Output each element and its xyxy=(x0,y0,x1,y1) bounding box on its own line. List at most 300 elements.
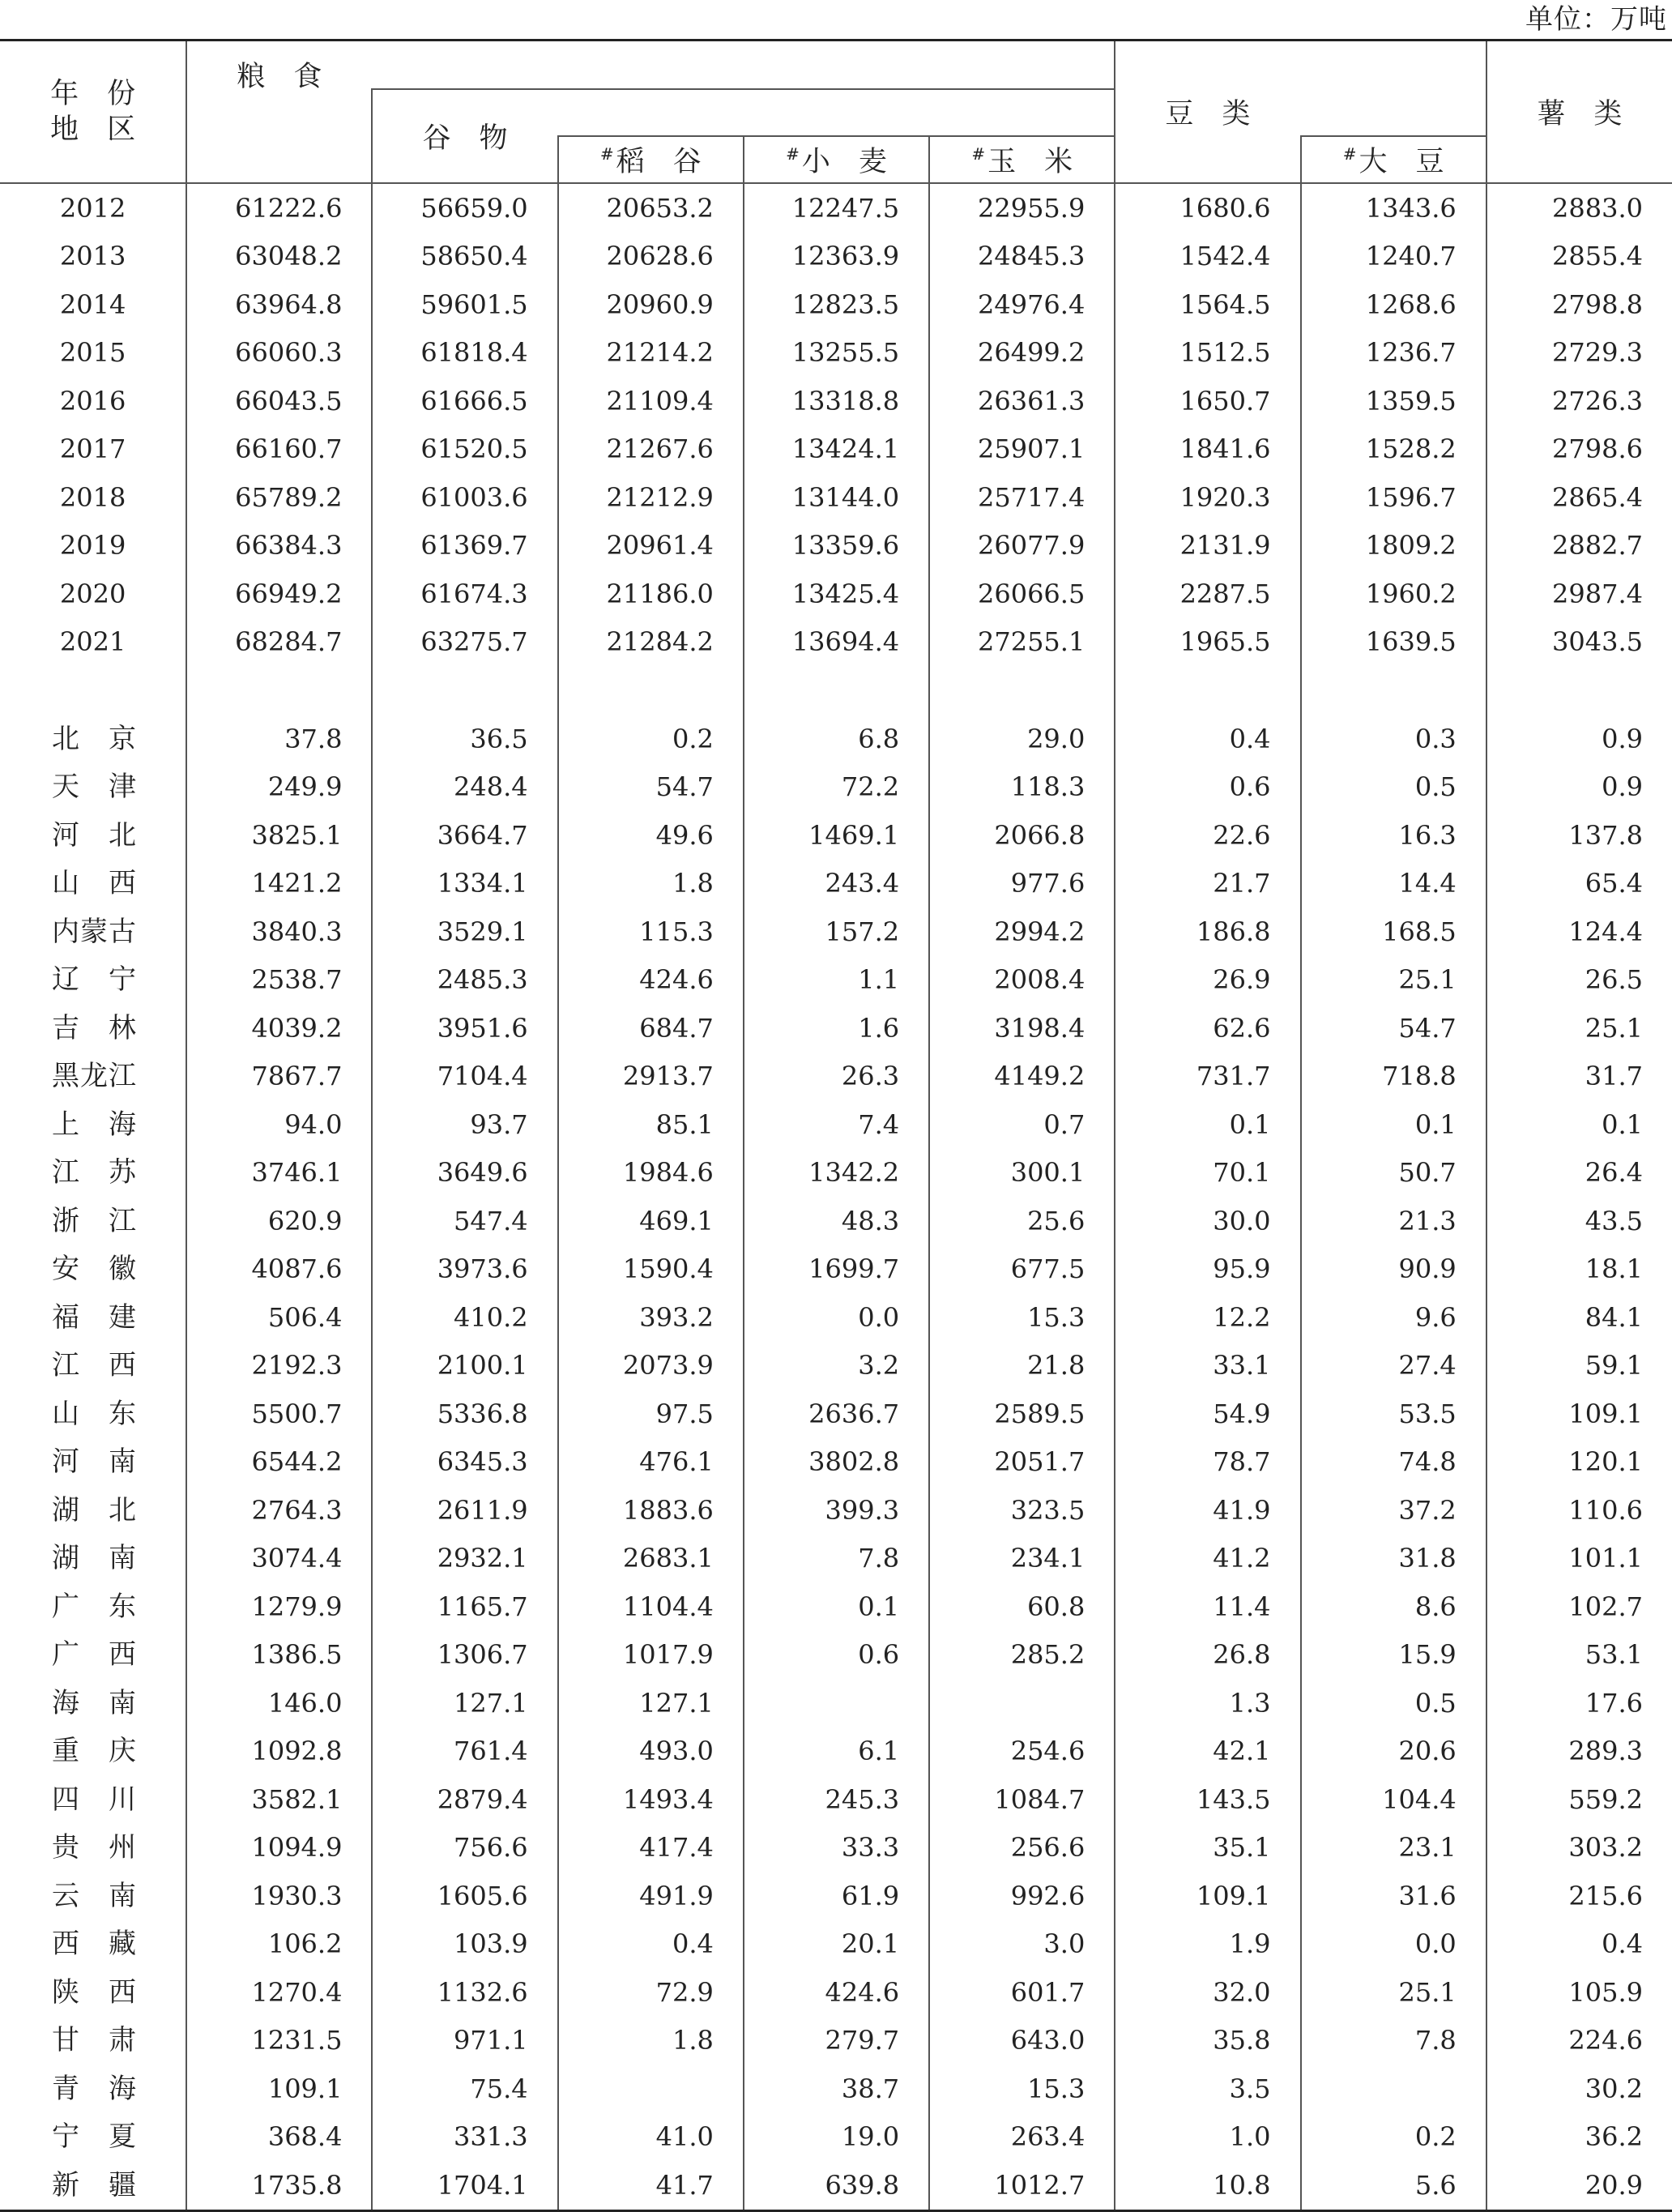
cell-cereal: 58650.4 xyxy=(372,233,557,281)
cell-wheat: 424.6 xyxy=(744,1968,929,2017)
region-name: 陕西 xyxy=(52,1975,136,2009)
region-label xyxy=(0,2065,186,2113)
cell-rice: 21214.2 xyxy=(558,329,744,378)
region-label xyxy=(0,1390,186,1438)
region-name: 湖北 xyxy=(52,1493,136,1527)
cell-soybean: 37.2 xyxy=(1301,1486,1486,1535)
cell-grain: 146.0 xyxy=(186,1679,372,1727)
cell-cereal: 6345.3 xyxy=(372,1438,557,1487)
year-value: 2019 xyxy=(59,530,126,562)
year-row xyxy=(0,280,1672,329)
cell-corn: 2994.2 xyxy=(929,907,1115,956)
region-name: 河南 xyxy=(52,1445,136,1479)
cell-rice: 1493.4 xyxy=(558,1775,744,1824)
cell-cereal: 1132.6 xyxy=(372,1968,557,2017)
cell-tubers: 2798.6 xyxy=(1486,425,1672,474)
cell-soybean: 90.9 xyxy=(1301,1245,1486,1294)
header-wheat xyxy=(744,136,929,183)
region-row xyxy=(0,1631,1672,1680)
cell-beans: 0.1 xyxy=(1115,1100,1300,1149)
cell-rice: 127.1 xyxy=(558,1679,744,1727)
region-row xyxy=(0,1245,1672,1294)
cell-beans: 32.0 xyxy=(1115,1968,1300,2017)
region-label xyxy=(0,2113,186,2162)
region-name: 云南 xyxy=(52,1879,136,1912)
cell-soybean: 718.8 xyxy=(1301,1053,1486,1101)
cell-cereal: 56659.0 xyxy=(372,183,557,233)
cell-corn: 25907.1 xyxy=(929,425,1115,474)
cell-rice: 2683.1 xyxy=(558,1535,744,1583)
cell-rice: 97.5 xyxy=(558,1390,744,1438)
cell-soybean: 0.5 xyxy=(1301,1679,1486,1727)
cell-beans: 2131.9 xyxy=(1115,522,1300,570)
cell-soybean: 25.1 xyxy=(1301,1968,1486,2017)
cell-beans: 62.6 xyxy=(1115,1004,1300,1053)
cell-wheat: 157.2 xyxy=(744,907,929,956)
cell-beans: 143.5 xyxy=(1115,1775,1300,1824)
year-row xyxy=(0,183,1672,233)
cell-soybean: 0.0 xyxy=(1301,1920,1486,1969)
year-value: 2018 xyxy=(59,481,126,513)
cell-rice: 1590.4 xyxy=(558,1245,744,1294)
cell-tubers: 2729.3 xyxy=(1486,329,1672,378)
cell-beans: 3.5 xyxy=(1115,2065,1300,2113)
cell-soybean: 7.8 xyxy=(1301,2017,1486,2065)
cell-rice: 115.3 xyxy=(558,907,744,956)
region-name: 海南 xyxy=(52,1686,136,1719)
cell-cereal: 61369.7 xyxy=(372,522,557,570)
cell-beans: 1.3 xyxy=(1115,1679,1300,1727)
region-label xyxy=(0,1197,186,1245)
year-label xyxy=(0,425,186,474)
region-row xyxy=(0,715,1672,763)
rice-sub-marker: # xyxy=(599,144,614,164)
cell-tubers: 26.4 xyxy=(1486,1149,1672,1198)
cell-beans: 12.2 xyxy=(1115,1293,1300,1342)
cell-wheat: 12823.5 xyxy=(744,280,929,329)
cell-grain: 63964.8 xyxy=(186,280,372,329)
cell-soybean: 16.3 xyxy=(1301,811,1486,860)
cell-corn: 15.3 xyxy=(929,1293,1115,1342)
grain-output-table xyxy=(0,39,1672,2212)
cell-soybean: 1639.5 xyxy=(1301,618,1486,667)
cell-grain: 65789.2 xyxy=(186,473,372,522)
cell-corn: 3198.4 xyxy=(929,1004,1115,1053)
cell-wheat: 13694.4 xyxy=(744,618,929,667)
cell-tubers: 120.1 xyxy=(1486,1438,1672,1487)
cell-corn: 1012.7 xyxy=(929,2161,1115,2210)
year-row xyxy=(0,329,1672,378)
region-name: 新疆 xyxy=(52,2168,136,2201)
cell-grain: 2764.3 xyxy=(186,1486,372,1535)
region-row xyxy=(0,1293,1672,1342)
cell-cereal: 1306.7 xyxy=(372,1631,557,1680)
region-name: 内蒙古 xyxy=(52,915,136,948)
cell-tubers: 3043.5 xyxy=(1486,618,1672,667)
cell-corn: 300.1 xyxy=(929,1149,1115,1198)
region-name: 河北 xyxy=(52,818,136,852)
year-row xyxy=(0,522,1672,570)
cell-soybean: 1596.7 xyxy=(1301,473,1486,522)
header-row-label xyxy=(0,41,186,184)
cell-wheat: 399.3 xyxy=(744,1486,929,1535)
cell-grain: 66949.2 xyxy=(186,570,372,618)
cell-rice: 41.0 xyxy=(558,2113,744,2162)
cell-wheat: 13359.6 xyxy=(744,522,929,570)
region-name: 重庆 xyxy=(52,1735,136,1768)
cell-grain: 2192.3 xyxy=(186,1342,372,1390)
cell-beans: 26.8 xyxy=(1115,1631,1300,1680)
cell-wheat: 7.4 xyxy=(744,1100,929,1149)
header-soybean xyxy=(1301,136,1486,183)
cell-beans: 2287.5 xyxy=(1115,570,1300,618)
region-row xyxy=(0,956,1672,1005)
cell-beans: 95.9 xyxy=(1115,1245,1300,1294)
cell-rice: 0.2 xyxy=(558,715,744,763)
cell-soybean: 0.5 xyxy=(1301,763,1486,812)
cell-corn: 234.1 xyxy=(929,1535,1115,1583)
region-name: 青海 xyxy=(52,2072,136,2105)
cell-corn: 254.6 xyxy=(929,1727,1115,1776)
cell-beans: 1650.7 xyxy=(1115,377,1300,425)
region-label xyxy=(0,1486,186,1535)
cell-grain: 1279.9 xyxy=(186,1582,372,1631)
cell-corn: 26361.3 xyxy=(929,377,1115,425)
cell-grain: 1094.9 xyxy=(186,1824,372,1873)
cell-grain: 66160.7 xyxy=(186,425,372,474)
cell-grain: 6544.2 xyxy=(186,1438,372,1487)
region-label xyxy=(0,907,186,956)
cell-grain: 368.4 xyxy=(186,2113,372,2162)
cell-corn: 3.0 xyxy=(929,1920,1115,1969)
cell-cereal: 248.4 xyxy=(372,763,557,812)
cell-tubers: 102.7 xyxy=(1486,1582,1672,1631)
year-label xyxy=(0,618,186,667)
region-row xyxy=(0,1486,1672,1535)
region-label xyxy=(0,1631,186,1680)
gap-cell xyxy=(1301,666,1486,715)
cell-soybean: 25.1 xyxy=(1301,956,1486,1005)
region-row xyxy=(0,2113,1672,2162)
year-label xyxy=(0,570,186,618)
cell-soybean: 54.7 xyxy=(1301,1004,1486,1053)
region-row xyxy=(0,1053,1672,1101)
cell-corn: 256.6 xyxy=(929,1824,1115,1873)
cell-wheat: 279.7 xyxy=(744,2017,929,2065)
cell-wheat: 2636.7 xyxy=(744,1390,929,1438)
cell-tubers: 2883.0 xyxy=(1486,183,1672,233)
region-label xyxy=(0,1293,186,1342)
region-label xyxy=(0,1004,186,1053)
cell-cereal: 93.7 xyxy=(372,1100,557,1149)
header-rice xyxy=(558,136,744,183)
cell-beans: 21.7 xyxy=(1115,860,1300,908)
header-rice-label: 稻 谷 xyxy=(616,146,702,178)
cell-corn: 285.2 xyxy=(929,1631,1115,1680)
cell-soybean: 31.8 xyxy=(1301,1535,1486,1583)
cell-rice: 21267.6 xyxy=(558,425,744,474)
cell-soybean: 27.4 xyxy=(1301,1342,1486,1390)
region-name: 西藏 xyxy=(52,1928,136,1961)
region-row xyxy=(0,1727,1672,1776)
cell-corn: 118.3 xyxy=(929,763,1115,812)
header-beans: 豆 类 xyxy=(1115,41,1300,184)
cell-rice: 20961.4 xyxy=(558,522,744,570)
cell-wheat: 13255.5 xyxy=(744,329,929,378)
cell-wheat: 1469.1 xyxy=(744,811,929,860)
cell-corn: 27255.1 xyxy=(929,618,1115,667)
cell-grain: 63048.2 xyxy=(186,233,372,281)
cell-tubers: 0.9 xyxy=(1486,763,1672,812)
region-name: 甘肃 xyxy=(52,2024,136,2057)
region-label xyxy=(0,2161,186,2210)
header-beans-spacer xyxy=(1301,41,1486,90)
cell-tubers: 2855.4 xyxy=(1486,233,1672,281)
cell-soybean: 1359.5 xyxy=(1301,377,1486,425)
region-row xyxy=(0,1968,1672,2017)
cell-grain: 3840.3 xyxy=(186,907,372,956)
cell-corn: 29.0 xyxy=(929,715,1115,763)
cell-rice: 85.1 xyxy=(558,1100,744,1149)
cell-rice: 21212.9 xyxy=(558,473,744,522)
year-value: 2014 xyxy=(59,288,126,320)
cell-soybean: 5.6 xyxy=(1301,2161,1486,2210)
region-label xyxy=(0,1872,186,1920)
cell-tubers: 124.4 xyxy=(1486,907,1672,956)
cell-wheat: 243.4 xyxy=(744,860,929,908)
cell-tubers: 2726.3 xyxy=(1486,377,1672,425)
cell-rice: 49.6 xyxy=(558,811,744,860)
region-label xyxy=(0,811,186,860)
cell-beans: 30.0 xyxy=(1115,1197,1300,1245)
cell-corn: 4149.2 xyxy=(929,1053,1115,1101)
header-wheat-label: 小 麦 xyxy=(801,146,887,178)
region-label xyxy=(0,1149,186,1198)
cell-soybean: 1268.6 xyxy=(1301,280,1486,329)
cell-tubers: 84.1 xyxy=(1486,1293,1672,1342)
cell-rice: 424.6 xyxy=(558,956,744,1005)
cell-grain: 1386.5 xyxy=(186,1631,372,1680)
gap-cell xyxy=(558,666,744,715)
corn-sub-marker: # xyxy=(971,144,986,164)
gap-cell xyxy=(0,666,186,715)
header-grain: 粮 食 xyxy=(186,41,372,184)
region-row xyxy=(0,1775,1672,1824)
cell-soybean: 1236.7 xyxy=(1301,329,1486,378)
cell-rice: 21186.0 xyxy=(558,570,744,618)
year-value: 2017 xyxy=(59,433,126,465)
region-label xyxy=(0,1968,186,2017)
cell-rice: 1883.6 xyxy=(558,1486,744,1535)
cell-wheat: 3802.8 xyxy=(744,1438,929,1487)
year-row xyxy=(0,570,1672,618)
region-label xyxy=(0,1342,186,1390)
cell-tubers: 43.5 xyxy=(1486,1197,1672,1245)
cell-tubers: 0.1 xyxy=(1486,1100,1672,1149)
cell-tubers: 101.1 xyxy=(1486,1535,1672,1583)
cell-cereal: 61003.6 xyxy=(372,473,557,522)
cell-corn: 1084.7 xyxy=(929,1775,1115,1824)
cell-soybean: 74.8 xyxy=(1301,1438,1486,1487)
cell-rice: 684.7 xyxy=(558,1004,744,1053)
region-row xyxy=(0,1824,1672,1873)
cell-wheat: 1699.7 xyxy=(744,1245,929,1294)
year-row xyxy=(0,233,1672,281)
region-name: 上海 xyxy=(52,1108,136,1141)
cell-soybean: 20.6 xyxy=(1301,1727,1486,1776)
cell-cereal: 59601.5 xyxy=(372,280,557,329)
cell-rice: 1104.4 xyxy=(558,1582,744,1631)
cell-corn: 263.4 xyxy=(929,2113,1115,2162)
region-label xyxy=(0,763,186,812)
cell-corn: 2008.4 xyxy=(929,956,1115,1005)
gap-cell xyxy=(744,666,929,715)
cell-rice: 393.2 xyxy=(558,1293,744,1342)
cell-cereal: 61666.5 xyxy=(372,377,557,425)
region-row xyxy=(0,763,1672,812)
region-row xyxy=(0,1342,1672,1390)
gap-cell xyxy=(372,666,557,715)
cell-beans: 1512.5 xyxy=(1115,329,1300,378)
cell-cereal: 75.4 xyxy=(372,2065,557,2113)
cell-corn: 25717.4 xyxy=(929,473,1115,522)
cell-cereal: 36.5 xyxy=(372,715,557,763)
cell-soybean: 21.3 xyxy=(1301,1197,1486,1245)
cell-grain: 5500.7 xyxy=(186,1390,372,1438)
cell-grain: 7867.7 xyxy=(186,1053,372,1101)
region-row xyxy=(0,2017,1672,2065)
region-label xyxy=(0,1679,186,1727)
cell-soybean: 0.3 xyxy=(1301,715,1486,763)
region-label xyxy=(0,1775,186,1824)
cell-cereal: 761.4 xyxy=(372,1727,557,1776)
cell-tubers: 30.2 xyxy=(1486,2065,1672,2113)
cell-rice: 21284.2 xyxy=(558,618,744,667)
cell-grain: 506.4 xyxy=(186,1293,372,1342)
cell-wheat: 0.6 xyxy=(744,1631,929,1680)
region-name: 辽宁 xyxy=(52,963,136,997)
cell-soybean: 15.9 xyxy=(1301,1631,1486,1680)
region-label xyxy=(0,1438,186,1487)
cell-beans: 10.8 xyxy=(1115,2161,1300,2210)
cell-wheat: 38.7 xyxy=(744,2065,929,2113)
cell-soybean: 23.1 xyxy=(1301,1824,1486,1873)
cell-grain: 106.2 xyxy=(186,1920,372,1969)
cell-wheat: 61.9 xyxy=(744,1872,929,1920)
cell-soybean: 1960.2 xyxy=(1301,570,1486,618)
cell-rice: 2073.9 xyxy=(558,1342,744,1390)
cell-rice: 72.9 xyxy=(558,1968,744,2017)
region-label xyxy=(0,1920,186,1969)
cell-corn: 643.0 xyxy=(929,2017,1115,2065)
cell-cereal: 7104.4 xyxy=(372,1053,557,1101)
cell-soybean: 53.5 xyxy=(1301,1390,1486,1438)
region-row xyxy=(0,860,1672,908)
region-name: 湖南 xyxy=(52,1542,136,1575)
header-corn xyxy=(929,136,1115,183)
cell-beans: 70.1 xyxy=(1115,1149,1300,1198)
cell-corn: 26077.9 xyxy=(929,522,1115,570)
cell-wheat: 13318.8 xyxy=(744,377,929,425)
cell-tubers: 31.7 xyxy=(1486,1053,1672,1101)
cell-rice: 1.8 xyxy=(558,860,744,908)
region-row xyxy=(0,1582,1672,1631)
cell-cereal: 971.1 xyxy=(372,2017,557,2065)
cell-beans: 1680.6 xyxy=(1115,183,1300,233)
year-value: 2016 xyxy=(59,385,126,416)
cell-cereal: 756.6 xyxy=(372,1824,557,1873)
cell-wheat: 33.3 xyxy=(744,1824,929,1873)
region-label xyxy=(0,715,186,763)
cell-grain: 1092.8 xyxy=(186,1727,372,1776)
cell-soybean: 168.5 xyxy=(1301,907,1486,956)
cell-cereal: 103.9 xyxy=(372,1920,557,1969)
cell-cereal: 3951.6 xyxy=(372,1004,557,1053)
cell-rice: 0.4 xyxy=(558,1920,744,1969)
region-label xyxy=(0,1053,186,1101)
header-cereal-spacer xyxy=(372,41,1115,90)
cell-corn: 22955.9 xyxy=(929,183,1115,233)
cell-grain: 3825.1 xyxy=(186,811,372,860)
cell-beans: 33.1 xyxy=(1115,1342,1300,1390)
year-value: 2021 xyxy=(59,626,126,658)
cell-tubers: 109.1 xyxy=(1486,1390,1672,1438)
gap-cell xyxy=(186,666,372,715)
cell-rice: 1.8 xyxy=(558,2017,744,2065)
cell-grain: 66043.5 xyxy=(186,377,372,425)
region-row xyxy=(0,1872,1672,1920)
cell-beans: 35.1 xyxy=(1115,1824,1300,1873)
cell-tubers: 65.4 xyxy=(1486,860,1672,908)
cell-rice: 493.0 xyxy=(558,1727,744,1776)
cell-wheat xyxy=(744,1679,929,1727)
cell-wheat: 26.3 xyxy=(744,1053,929,1101)
header-region-label: 地 区 xyxy=(50,113,136,146)
region-name: 安徽 xyxy=(52,1253,136,1286)
cell-wheat: 12247.5 xyxy=(744,183,929,233)
cell-rice: 41.7 xyxy=(558,2161,744,2210)
cell-beans: 26.9 xyxy=(1115,956,1300,1005)
cell-beans: 11.4 xyxy=(1115,1582,1300,1631)
cell-cereal: 331.3 xyxy=(372,2113,557,2162)
cell-grain: 68284.7 xyxy=(186,618,372,667)
cell-tubers: 0.4 xyxy=(1486,1920,1672,1969)
cell-tubers: 215.6 xyxy=(1486,1872,1672,1920)
region-name: 广西 xyxy=(52,1638,136,1672)
year-value: 2020 xyxy=(59,578,126,609)
cell-wheat: 48.3 xyxy=(744,1197,929,1245)
cell-corn: 992.6 xyxy=(929,1872,1115,1920)
cell-beans: 41.9 xyxy=(1115,1486,1300,1535)
cell-corn: 323.5 xyxy=(929,1486,1115,1535)
cell-wheat: 3.2 xyxy=(744,1342,929,1390)
cell-rice: 20960.9 xyxy=(558,280,744,329)
region-name: 福建 xyxy=(52,1300,136,1334)
region-row xyxy=(0,2161,1672,2210)
year-label xyxy=(0,473,186,522)
cell-soybean: 14.4 xyxy=(1301,860,1486,908)
cell-grain: 66060.3 xyxy=(186,329,372,378)
header-cereal: 谷 物 xyxy=(372,89,557,183)
cell-rice: 1017.9 xyxy=(558,1631,744,1680)
region-row xyxy=(0,1149,1672,1198)
cell-tubers: 289.3 xyxy=(1486,1727,1672,1776)
cell-wheat: 7.8 xyxy=(744,1535,929,1583)
cell-wheat: 1.6 xyxy=(744,1004,929,1053)
cell-cereal: 3649.6 xyxy=(372,1149,557,1198)
cell-tubers: 2987.4 xyxy=(1486,570,1672,618)
cell-wheat: 12363.9 xyxy=(744,233,929,281)
